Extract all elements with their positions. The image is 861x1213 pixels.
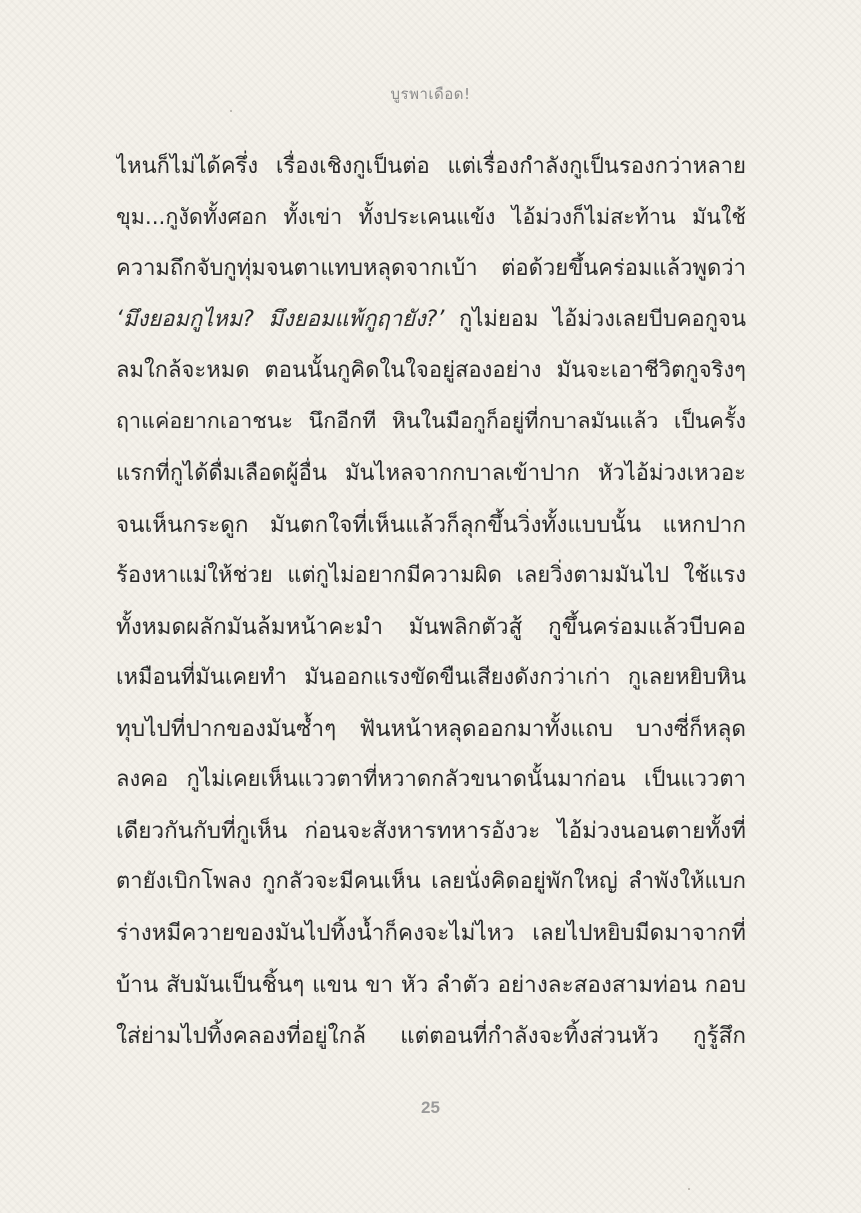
text-segment: ใส่ย่ามไปทิ้งคลองที่อยู่ใกล้ แต่ตอนที่กำลังจะทิ้งส่วนหัว กูรู้สึก [116,1022,746,1049]
text-segment: จนเห็นกระดูก มันตกใจที่เห็นแล้วก็ลุกขึ้นวิ่งทั้งแบบนั้น แหกปาก [116,511,746,538]
text-line [116,912,746,963]
text-segment: เดียวกันกับที่กูเห็น ก่อนจะสังหารทหารอังวะ ไอ้ม่วงนอนตายทั้งที่ [116,818,746,845]
text-segment: ไหนก็ไม่ได้ครึ่ง เรื่องเชิงกูเป็นต่อ แต่เรื่องกำลังกูเป็นรองกว่าหลาย [116,154,746,179]
running-header: บูรพาเดือด! [390,85,471,103]
body-text [116,146,746,1066]
text-line [116,401,746,452]
text-segment: ทุบไปที่ปากของมันซ้ำๆ ฟันหน้าหลุดออกมาทั้งแถบ บางซี่ก็หลุด [116,716,746,743]
text-line [116,248,746,299]
text-segment: ลงคอ กูไม่เคยเห็นแววตาที่หวาดกลัวขนาดนั้นมาก่อน เป็นแววตา [116,767,746,793]
text-segment: เหมือนที่มันเคยทำ มันออกแรงขัดขืนเสียงดังกว่าเก่า กูเลยหยิบหิน [116,664,746,690]
text-segment: ฤาแค่อยากเอาชนะ นึกอีกที หินในมือกูก็อยู่ที่กบาลมันแล้ว เป็นครั้ง [116,409,746,435]
text-line [116,453,746,504]
italic-quote: ‘มึงยอมกูไหม? มึงยอมแพ้กูฤายัง?’ [116,307,445,333]
text-line [116,1015,746,1066]
text-segment: แรกที่กูได้ดื่มเลือดผู้อื่น มันไหลจากกบาลเข้าปาก หัวไอ้ม่วงเหวอะ [116,460,746,486]
text-line [116,350,746,401]
text-line [116,861,746,912]
text-segment: ทั้งหมดผลักมันล้มหน้าคะมำ มันพลิกตัวสู้ กูขึ้นคร่อมแล้วบีบคอ [116,613,746,640]
paper-speck [230,110,232,112]
text-segment: ร่างหมีควายของมันไปทิ้งน้ำก็คงจะไม่ไหว เลยไปหยิบมีดมาจากที่ [116,920,746,947]
text-line [116,299,746,350]
text-segment: ลมใกล้จะหมด ตอนนั้นกูคิดในใจอยู่สองอย่าง มันจะเอาชีวิตกูจริงๆ [116,358,746,384]
text-segment: บ้าน สับมันเป็นชิ้นๆ แขน ขา หัว ลำตัว อย่างละสองสามท่อน กอบ [116,971,746,998]
text-segment: ความถึกจับกูทุ่มจนตาแทบหลุดจากเบ้า ต่อด้วยขึ้นคร่อมแล้วพูดว่า [116,256,746,282]
text-line [116,146,746,197]
page-number: 25 [421,1098,440,1117]
text-line [116,606,746,657]
text-segment: ตายังเบิกโพลง กูกลัวจะมีคนเห็น เลยนั่งคิดอยู่พักใหญ่ ลำพังให้แบก [116,869,746,895]
text-segment: ขุม...กูงัดทั้งศอก ทั้งเข่า ทั้งประเคนแข้ง ไอ้ม่วงก็ไม่สะท้าน มันใช้ [116,205,746,231]
text-line [116,504,746,555]
text-line [116,197,746,248]
text-line [116,759,746,810]
text-line [116,708,746,759]
text-segment: ร้องหาแม่ให้ช่วย แต่กูไม่อยากมีความผิด เลยวิ่งตามมันไป ใช้แรง [116,562,746,588]
text-line [116,810,746,861]
text-segment: กูไม่ยอม ไอ้ม่วงเลยบีบคอกูจน [444,307,746,333]
text-line [116,555,746,606]
paper-speck [688,1188,690,1190]
text-line [116,964,746,1015]
text-line [116,657,746,708]
